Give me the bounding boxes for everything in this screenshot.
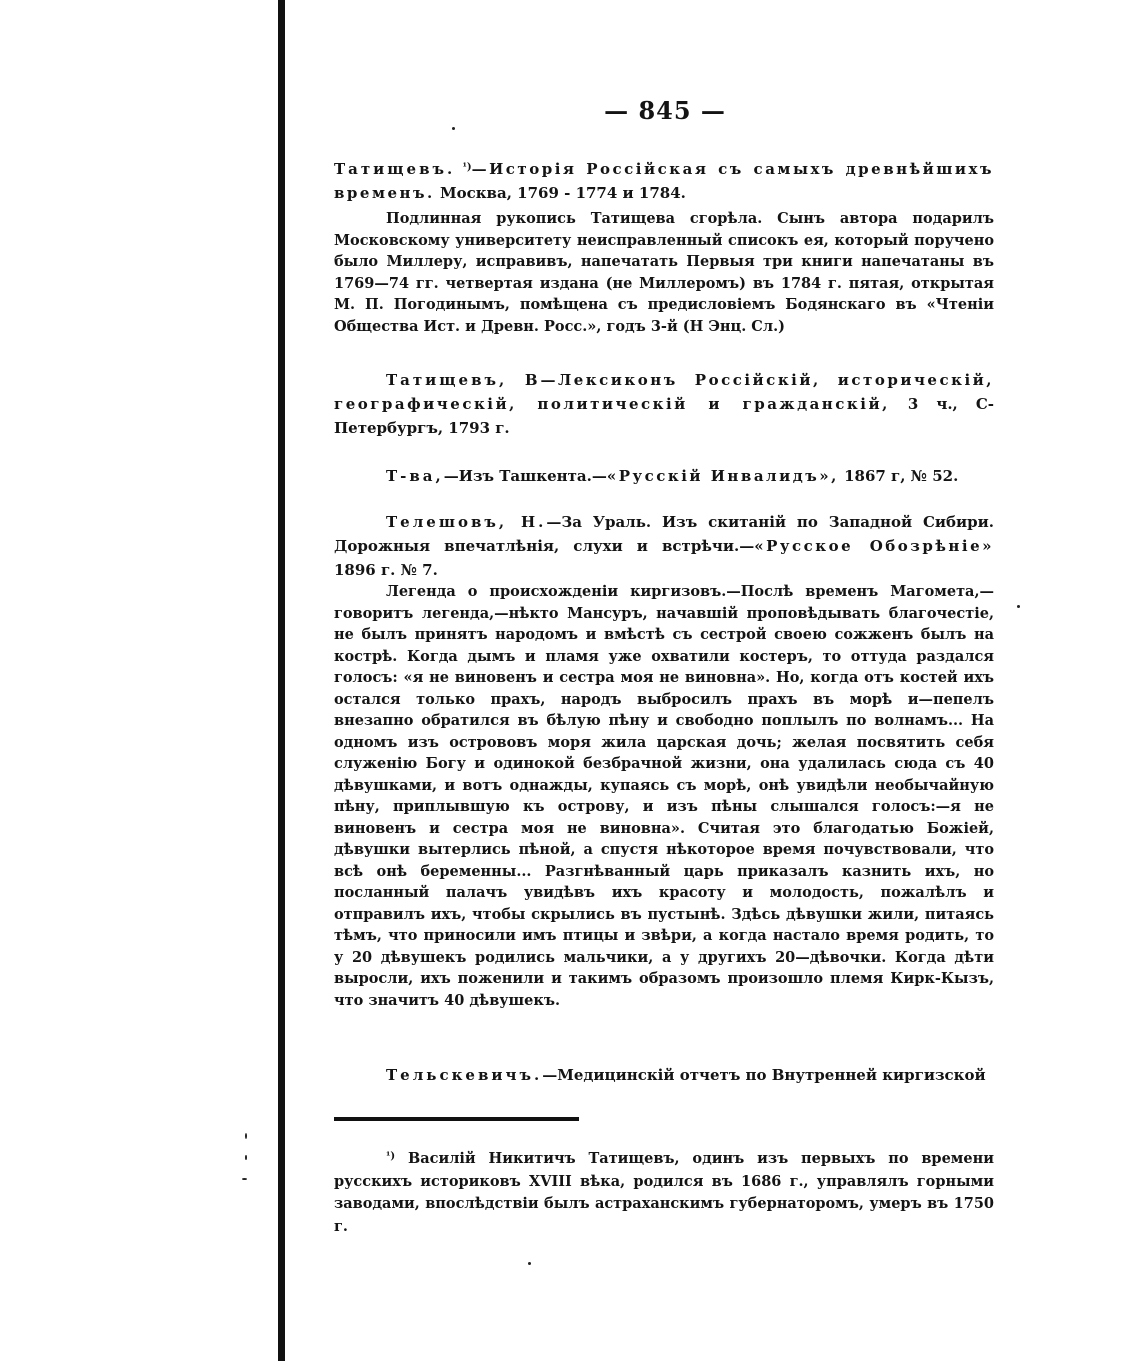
annotation-text: Подлинная рукопись Татищева сгорѣла. Сынъ автора подарилъ Московскому университету неисправленный списокъ ея, который поручено было Миллеру, исправивъ, напечатать Первыя три книги напечатаны въ 1769—74 гг. четвертая издана (не Миллеромъ) въ 1784 г. пятая, открытая М. П. Погодинымъ, помѣщена съ предисловіемъ Бодянскаго въ «Чтеніи Общества Ист. и Древн. Росс.», годъ 3-й (Н Энц. Сл.) (334, 210, 994, 335)
entry-annotation-kirghiz-legend (334, 581, 994, 1011)
bibliography-entry-t-va (334, 464, 994, 488)
entry-imprint: Москва, 1769 - 1774 и 1784. (439, 184, 686, 202)
entry-annotation-tatishchev-history (334, 208, 994, 337)
page-number: — 845 — (604, 96, 726, 125)
entry-author: Телешовъ, Н. (386, 513, 547, 531)
entry-imprint: 1896 г. № 7. (334, 561, 438, 579)
print-speck (1017, 605, 1020, 608)
footnote (334, 1146, 994, 1238)
annotation-text: Легенда о происхожденіи киргизовъ.—Послѣ временъ Магомета,—говоритъ легенда,—нѣкто Мансуръ, начавшій проповѣдывать благочестіе, не былъ принятъ народомъ и вмѣстѣ съ сестрой своею сожженъ былъ на кострѣ. Когда дымъ и пламя уже охватили костеръ, то оттуда раздался голосъ: «я не виновенъ и сестра моя не виновна». Но, когда отъ костей ихъ остался только прахъ, народъ выбросилъ прахъ въ морѣ и—пепелъ внезапно обратился въ бѣлую пѣну и свободно поплылъ по волнамъ... На одномъ изъ острововъ моря жила царская дочь; желая посвятить себя служенію Богу и одинокой безбрачной жизни, она удалилась сюда съ 40 дѣвушками, и вотъ однажды, купаясь съ морѣ, онѣ увидѣли необычайную пѣну, приплывшую къ острову, и изъ пѣны слышался голосъ:—я не виновенъ и сестра моя не виновна». Считая это благодатью Божіей, дѣвушки вытерлись пѣной, а спустя нѣкоторое время почувствовали, что всѣ онѣ беременны... Разгнѣванный царь приказалъ казнить ихъ, но посланный палачъ увидѣвъ ихъ красоту и молодость, пожалѣлъ и отправилъ ихъ, чтобы скрылись въ пустынѣ. Здѣсь дѣвушки жили, питаясь тѣмъ, что приносили имъ птицы и звѣри, а когда настало время родить, то у 20 дѣвушекъ родились мальчики, а у другихъ 20—дѣвочки. Когда дѣти выросли, ихъ поженили и такимъ образомъ произошло племя Кирк-Кызъ, что значитъ 40 дѣвушекъ. (334, 583, 994, 1009)
entry-journal: «Русское Обозрѣніе» (754, 537, 994, 555)
footnote-marker: ¹) (386, 1151, 396, 1162)
entry-journal: «Русскій Инвалидъ», (606, 467, 839, 485)
print-speck (452, 127, 455, 130)
bibliography-entry-telskevich (334, 1063, 994, 1087)
footnote-text: Василій Никитичъ Татищевъ, одинъ изъ первыхъ по времени русскихъ историковъ XVIII вѣка, родился въ 1686 г., управлялъ горными заводами, впослѣдствіи былъ астраханскимъ губернаторомъ, умеръ въ 1750 г. (334, 1150, 994, 1235)
footnote-reference: ¹) (462, 162, 472, 173)
entry-title: —Медицинскій отчетъ по Внутренней киргизской (542, 1066, 986, 1084)
entry-title: —Исторія Россійская съ самыхъ древнѣйшихъ временъ. (334, 160, 994, 202)
bibliography-entry-tatishchev-history (334, 156, 994, 205)
entry-imprint: 1867 г, № 52. (844, 467, 959, 485)
entry-imprint: 3 ч., С-Петербургъ, 1793 г. (334, 395, 994, 437)
print-speck (242, 1178, 247, 1180)
bibliography-entry-tatishchev-lexicon (334, 368, 994, 440)
binding-edge-rule (278, 0, 285, 1361)
entry-title: —Изъ Ташкента.— (443, 467, 607, 485)
entry-author: Тельскевичъ. (386, 1066, 543, 1084)
entry-title: —Лексиконъ Россійскій, историческій, географическій, политическій и гражданскій, (334, 371, 994, 413)
bibliography-entry-teleshov (334, 510, 994, 582)
entry-author: Татищевъ, В (386, 371, 541, 389)
print-speck (528, 1262, 531, 1265)
entry-author: Т-ва, (386, 467, 444, 485)
entry-title: —За Ураль. Изъ скитаній по Западной Сибири. Дорожныя впечатлѣнія, слухи и встрѣчи.— (334, 513, 995, 555)
footnote-separator (334, 1117, 579, 1121)
print-speck (245, 1155, 247, 1160)
entry-author: Татищевъ. (334, 160, 456, 178)
print-speck (245, 1133, 247, 1139)
